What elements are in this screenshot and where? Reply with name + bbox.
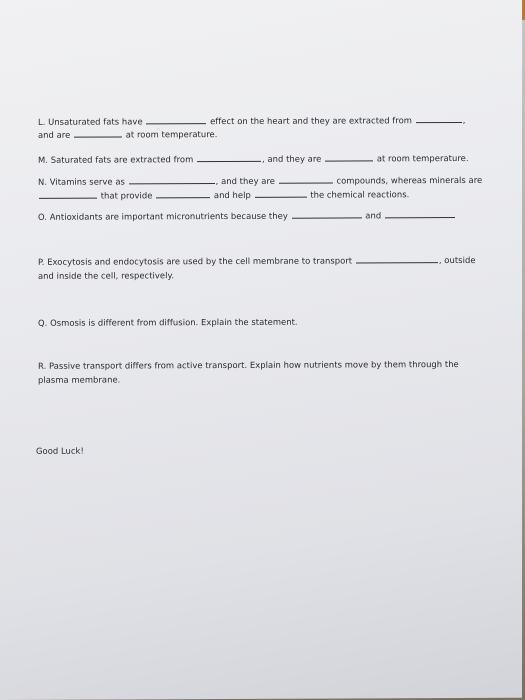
question-p-text-1: P. Exocytosis and endocytosis are used by the cell membrane to transport <box>38 255 353 267</box>
blank <box>385 216 455 218</box>
question-r-text-1: R. Passive transport differs from active transport. Explain how nutrients move by them through the <box>38 358 459 371</box>
blank <box>279 182 333 184</box>
question-l-line-1 <box>38 115 465 127</box>
blank <box>39 197 97 199</box>
blank <box>356 261 438 263</box>
blank <box>416 121 462 123</box>
question-p-line-2 <box>38 270 174 281</box>
closing-text <box>36 446 84 456</box>
question-n-text-4: that provide <box>100 190 153 201</box>
question-n-text-5: and help <box>213 189 251 201</box>
question-q-text: Q. Osmosis is different from diffusion. Explain the statement. <box>38 316 298 328</box>
question-n-text-2: , and they are <box>215 175 275 187</box>
question-m-text-2: , and they are <box>262 153 322 164</box>
question-n-text-3: compounds, whereas minerals are <box>336 174 483 186</box>
question-r-text-2: plasma membrane. <box>38 374 121 385</box>
question-o-text-1: O. Antioxidants are important micronutrients because they <box>38 210 288 222</box>
blank <box>74 135 122 137</box>
question-n-line-2 <box>38 189 409 201</box>
question-r-line-1 <box>38 359 459 371</box>
question-m-text-1: M. Saturated fats are extracted from <box>38 154 194 165</box>
question-n-text-1: N. Vitamins serve as <box>38 176 125 187</box>
blank <box>325 159 373 161</box>
question-n-line-1 <box>38 175 482 187</box>
blank <box>156 196 210 198</box>
question-p-line-1 <box>38 255 476 267</box>
question-l-text-3: and are <box>38 129 71 140</box>
blank <box>292 216 362 218</box>
question-l-line-2 <box>38 129 217 140</box>
blank <box>146 122 206 124</box>
question-l-text-1: L. Unsaturated fats have <box>38 116 143 127</box>
good-luck-text: Good Luck! <box>36 445 84 456</box>
question-n-text-6: the chemical reactions. <box>310 189 410 200</box>
question-p-text-2: , outside <box>438 254 476 266</box>
question-o-text-2: and <box>365 210 382 221</box>
question-l-comma: , <box>462 114 466 125</box>
question-p-text-3: and inside the cell, respectively. <box>38 270 175 281</box>
question-l-text-2: effect on the heart and they are extracted from <box>210 115 412 127</box>
question-l-text-4: at room temperature. <box>125 129 218 140</box>
question-q-line <box>38 317 298 328</box>
question-r-line-2 <box>38 374 120 384</box>
blank <box>255 196 307 198</box>
question-m-text-3: at room temperature. <box>376 152 469 164</box>
question-m-line <box>38 153 469 165</box>
blank <box>129 182 215 184</box>
question-o-line <box>38 210 456 222</box>
blank <box>197 160 261 162</box>
